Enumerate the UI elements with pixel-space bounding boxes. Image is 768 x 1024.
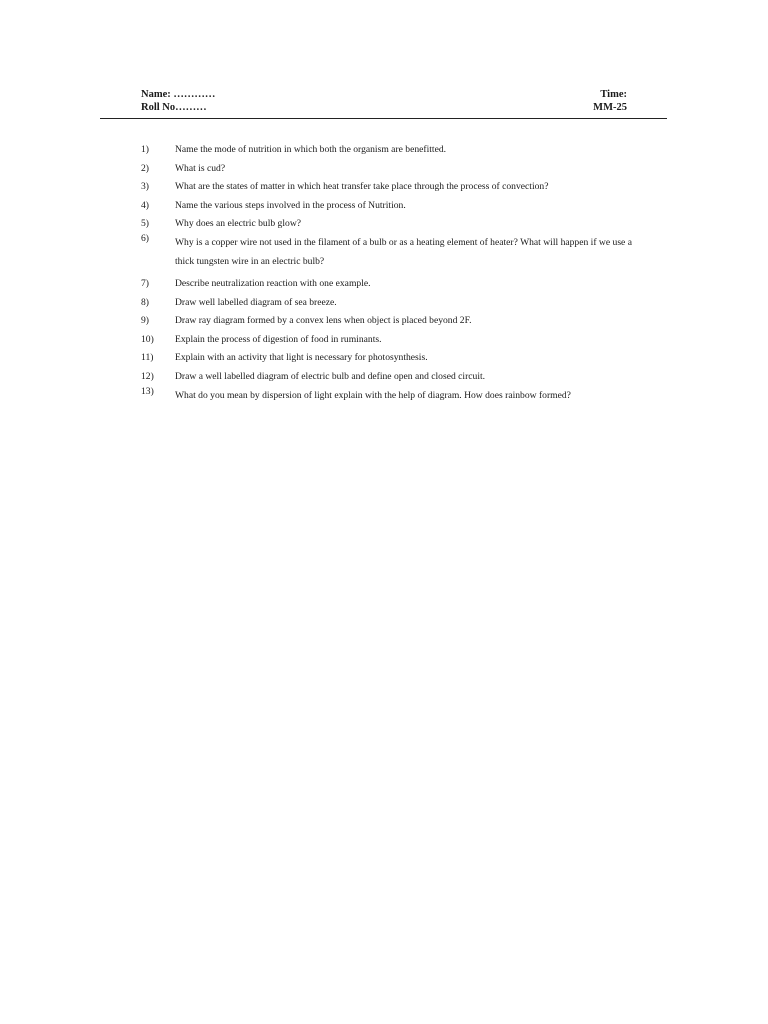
question-text: What are the states of matter in which heat transfer take place through the process of convection? <box>175 181 549 192</box>
question-text: Draw a well labelled diagram of electric bulb and define open and closed circuit. <box>175 370 486 382</box>
question-item <box>141 233 641 271</box>
question-number: 1) <box>141 144 149 155</box>
question-number: 2) <box>141 162 149 174</box>
time-label: Time: <box>600 89 627 100</box>
question-text: Describe neutralization reaction with one example. <box>175 278 371 289</box>
question-number: 12) <box>141 370 154 382</box>
question-number: 3) <box>141 181 149 192</box>
question-item <box>141 297 641 309</box>
question-item <box>141 371 641 383</box>
question-list <box>141 144 641 412</box>
question-text: Name the mode of nutrition in which both the organism are benefitted. <box>175 144 447 155</box>
name-label: Name: ………… <box>141 89 216 100</box>
question-text: Draw ray diagram formed by a convex lens when object is placed beyond 2F. <box>175 315 472 326</box>
question-item <box>141 144 641 156</box>
question-item <box>141 181 641 193</box>
question-item <box>141 218 641 230</box>
question-text: What is cud? <box>175 162 226 174</box>
question-text: Why does an electric bulb glow? <box>175 218 302 229</box>
question-item <box>141 315 641 327</box>
roll-number-label: Roll No……… <box>141 102 207 113</box>
question-number: 4) <box>141 199 149 211</box>
exam-info <box>593 88 627 114</box>
question-number: 9) <box>141 315 149 326</box>
question-text: Explain the process of digestion of food in ruminants. <box>175 333 382 345</box>
header-divider <box>100 118 667 119</box>
question-text: Name the various steps involved in the process of Nutrition. <box>175 199 406 211</box>
question-text: Why is a copper wire not used in the filament of a bulb or as a heating element of heater? What will happen if we use a thick tungsten wire in an electric bulb? <box>175 237 632 267</box>
question-item <box>141 386 641 405</box>
question-item <box>141 200 641 212</box>
student-info <box>141 88 215 114</box>
question-number: 5) <box>141 218 149 229</box>
question-item <box>141 334 641 346</box>
question-item <box>141 352 641 364</box>
question-number: 8) <box>141 296 149 308</box>
question-number: 11) <box>141 352 154 363</box>
question-number: 7) <box>141 278 149 289</box>
question-item <box>141 278 641 290</box>
question-text: Draw well labelled diagram of sea breeze. <box>175 296 337 308</box>
max-marks-label: MM-25 <box>593 102 627 113</box>
question-item <box>141 163 641 175</box>
question-text: What do you mean by dispersion of light explain with the help of diagram. How does rainbow formed? <box>175 389 571 401</box>
question-number: 10) <box>141 333 154 345</box>
question-number: 13) <box>141 385 154 397</box>
question-text: Explain with an activity that light is necessary for photosynthesis. <box>175 352 428 363</box>
question-number: 6) <box>141 233 149 244</box>
